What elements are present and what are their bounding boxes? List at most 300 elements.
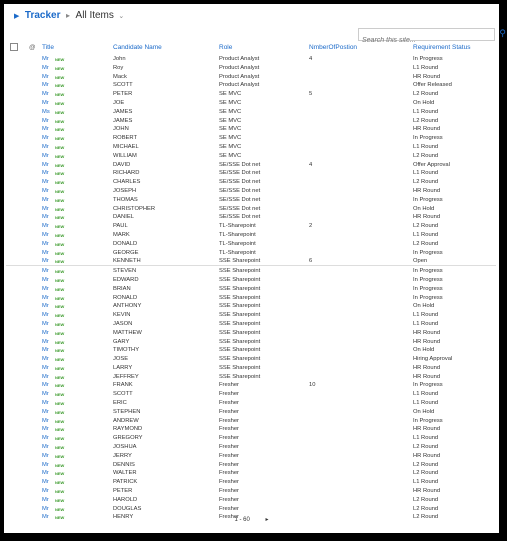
cell-candidate-name: GARY: [113, 338, 130, 345]
table-row: [6, 504, 496, 513]
cell-title[interactable]: Mr: [42, 461, 49, 468]
cell-role: TL-Sharepoint: [219, 240, 256, 247]
cell-title[interactable]: Mr: [42, 505, 49, 512]
cell-requirement-status: L2 Round: [413, 470, 439, 477]
cell-requirement-status: HR Round: [413, 187, 441, 194]
cell-requirement-status: HR Round: [413, 373, 441, 380]
table-row: [6, 151, 496, 160]
new-badge: NEW: [55, 392, 65, 398]
cell-candidate-name: SCOTT: [113, 82, 133, 89]
table-row: [6, 301, 496, 310]
table-header-row: [6, 42, 496, 54]
new-badge: NEW: [55, 232, 65, 238]
cell-candidate-name: DAVID: [113, 161, 131, 168]
cell-role: SSE Sharepoint: [219, 338, 261, 345]
cell-requirement-status: HR Round: [413, 488, 441, 495]
breadcrumb-site-link[interactable]: Tracker: [24, 10, 61, 21]
cell-requirement-status: L1 Round: [413, 391, 439, 398]
cell-title[interactable]: Mr: [42, 303, 49, 310]
cell-candidate-name: HAROLD: [113, 496, 138, 503]
cell-requirement-status: L2 Round: [413, 91, 439, 98]
cell-number-of-position: 4: [309, 56, 313, 62]
new-badge: NEW: [55, 427, 65, 433]
table-row: [6, 416, 496, 425]
cell-candidate-name: MARK: [113, 231, 130, 238]
cell-title[interactable]: Mr: [42, 426, 49, 433]
cell-role: Fresher: [219, 408, 239, 415]
cell-number-of-position: 4: [309, 161, 313, 168]
cell-requirement-status: HR Round: [413, 329, 441, 336]
cell-title[interactable]: Mr: [42, 268, 49, 275]
new-badge: NEW: [55, 330, 65, 336]
cell-requirement-status: L2 Round: [413, 444, 439, 451]
cell-title[interactable]: Ms: [42, 108, 50, 115]
cell-candidate-name: PAUL: [113, 223, 128, 230]
table-row: [6, 160, 496, 169]
table-row: [6, 293, 496, 302]
new-badge: NEW: [55, 277, 65, 283]
new-badge: NEW: [55, 409, 65, 415]
new-badge: NEW: [55, 418, 65, 424]
cell-role: Product Analyst: [219, 64, 260, 71]
cell-role: SE MVC: [219, 143, 242, 150]
new-badge: NEW: [55, 180, 65, 186]
cell-requirement-status: L1 Round: [413, 479, 439, 486]
cell-title[interactable]: Mr: [42, 179, 49, 186]
cell-candidate-name: TIMOTHY: [113, 347, 140, 354]
cell-title[interactable]: Mr: [42, 312, 49, 319]
table-row: [6, 372, 496, 381]
table-row: [6, 328, 496, 337]
table-row: [6, 477, 496, 486]
cell-title[interactable]: Mr: [42, 205, 49, 212]
cell-title[interactable]: Mr: [42, 276, 49, 283]
cell-title[interactable]: Mr: [42, 496, 49, 503]
cell-title[interactable]: Mr: [42, 444, 49, 451]
cell-requirement-status: HR Round: [413, 364, 441, 371]
cell-role: SSE Sharepoint: [219, 258, 261, 265]
cell-candidate-name: THOMAS: [113, 196, 138, 203]
cell-requirement-status: Offer Approval: [413, 161, 450, 168]
new-badge: NEW: [55, 436, 65, 442]
cell-title[interactable]: Mr: [42, 187, 49, 194]
cell-title[interactable]: Mr: [42, 382, 49, 389]
cell-requirement-status: L2 Round: [413, 461, 439, 468]
view-selector[interactable]: All Items: [75, 10, 114, 21]
cell-requirement-status: L1 Round: [413, 320, 439, 327]
new-badge: NEW: [55, 453, 65, 459]
cell-title[interactable]: Mr: [42, 126, 49, 133]
cell-role: SE MVC: [219, 126, 242, 133]
cell-requirement-status: HR Round: [413, 73, 441, 80]
table-row: [6, 98, 496, 107]
nav-arrow-icon: ▶: [14, 13, 20, 20]
new-badge: NEW: [55, 471, 65, 477]
cell-requirement-status: In Progress: [413, 382, 443, 389]
cell-title[interactable]: Mr: [42, 170, 49, 177]
cell-candidate-name: KEVIN: [113, 312, 131, 319]
new-badge: NEW: [55, 250, 65, 256]
cell-candidate-name: KENNETH: [113, 258, 141, 265]
cell-title[interactable]: Mr: [42, 400, 49, 407]
cell-requirement-status: L1 Round: [413, 400, 439, 407]
cell-requirement-status: L2 Round: [413, 223, 439, 230]
new-badge: NEW: [55, 383, 65, 389]
cell-number-of-position: 5: [309, 91, 313, 98]
cell-title[interactable]: Mr: [42, 364, 49, 371]
table-row: [6, 54, 496, 63]
cell-title[interactable]: Mr: [42, 435, 49, 442]
cell-requirement-status: HR Round: [413, 214, 441, 221]
select-all-checkbox[interactable]: [10, 43, 18, 51]
new-badge: NEW: [55, 100, 65, 106]
cell-candidate-name: SCOTT: [113, 391, 133, 398]
cell-role: SSE Sharepoint: [219, 303, 261, 310]
cell-role: Fresher: [219, 444, 239, 451]
table-row: [6, 212, 496, 221]
cell-candidate-name: JOSHUA: [113, 444, 137, 451]
new-badge: NEW: [55, 269, 65, 275]
cell-title[interactable]: Mr: [42, 99, 49, 106]
cell-candidate-name: JEFFREY: [113, 373, 139, 380]
cell-title[interactable]: Mr: [42, 391, 49, 398]
cell-requirement-status: In Progress: [413, 249, 443, 256]
cell-title[interactable]: Mr: [42, 470, 49, 477]
cell-title[interactable]: Mr: [42, 117, 49, 124]
cell-requirement-status: HR Round: [413, 126, 441, 133]
cell-candidate-name: FRANK: [113, 382, 133, 389]
cell-title[interactable]: Mr: [42, 196, 49, 203]
cell-role: Fresher: [219, 470, 239, 477]
cell-requirement-status: L1 Round: [413, 435, 439, 442]
cell-role: Fresher: [219, 514, 239, 521]
cell-role: Fresher: [219, 391, 239, 398]
cell-requirement-status: In Progress: [413, 56, 443, 62]
cell-candidate-name: JAMES: [113, 108, 133, 115]
header-requirement-status[interactable]: Requirement Status: [413, 44, 471, 51]
table-row: [6, 256, 496, 266]
new-badge: NEW: [55, 127, 65, 133]
cell-candidate-name: PETER: [113, 488, 133, 495]
cell-requirement-status: In Progress: [413, 285, 443, 292]
cell-role: Fresher: [219, 400, 239, 407]
new-badge: NEW: [55, 188, 65, 194]
table-row: [6, 142, 496, 151]
table-row: [6, 230, 496, 239]
table-row: [6, 248, 496, 257]
cell-role: SSE Sharepoint: [219, 312, 261, 319]
cell-title[interactable]: Mr: [42, 452, 49, 459]
cell-role: SE MVC: [219, 99, 242, 106]
cell-requirement-status: In Progress: [413, 268, 443, 275]
header-title[interactable]: Title: [42, 44, 55, 51]
cell-role: SE MVC: [219, 135, 242, 142]
cell-title[interactable]: Mr: [42, 320, 49, 327]
cell-candidate-name: DOUGLAS: [113, 505, 142, 512]
new-badge: NEW: [55, 480, 65, 486]
cell-role: SE MVC: [219, 108, 242, 115]
cell-candidate-name: DONALD: [113, 240, 138, 247]
cell-title[interactable]: Mr: [42, 417, 49, 424]
new-badge: NEW: [55, 83, 65, 89]
cell-requirement-status: On Hold: [413, 408, 435, 415]
cell-requirement-status: HR Round: [413, 426, 441, 433]
cell-role: SSE Sharepoint: [219, 268, 261, 275]
table-row: [6, 124, 496, 133]
cell-role: SSE Sharepoint: [219, 329, 261, 336]
table-row: [6, 221, 496, 230]
table-row: [6, 363, 496, 372]
cell-title[interactable]: Mr: [42, 488, 49, 495]
cell-role: SE MVC: [219, 91, 242, 98]
cell-role: SE/SSE Dot net: [219, 205, 261, 212]
new-badge: NEW: [55, 445, 65, 451]
cell-role: Product Analyst: [219, 56, 260, 62]
table-row: [6, 442, 496, 451]
new-badge: NEW: [55, 357, 65, 363]
cell-title[interactable]: Mr: [42, 214, 49, 221]
table-row: [6, 310, 496, 319]
cell-candidate-name: MATTHEW: [113, 329, 142, 336]
cell-candidate-name: RAYMOND: [113, 426, 143, 433]
cell-title[interactable]: Mr: [42, 143, 49, 150]
table-row: [6, 80, 496, 89]
cell-number-of-position: 6: [309, 258, 313, 265]
cell-role: Product Analyst: [219, 82, 260, 89]
new-badge: NEW: [55, 65, 65, 71]
cell-title[interactable]: Mr: [42, 135, 49, 142]
cell-role: SSE Sharepoint: [219, 320, 261, 327]
table-row: [6, 239, 496, 248]
cell-title[interactable]: Mr: [42, 514, 49, 521]
table-row: [6, 266, 496, 275]
search-icon[interactable]: ⚲: [499, 28, 506, 38]
cell-title[interactable]: Mr: [42, 56, 49, 62]
new-badge: NEW: [55, 215, 65, 221]
cell-role: SE MVC: [219, 117, 242, 124]
new-badge: NEW: [55, 506, 65, 512]
cell-role: TL-Sharepoint: [219, 231, 256, 238]
table-row: [6, 433, 496, 442]
table-row: [6, 460, 496, 469]
table-row: [6, 177, 496, 186]
cell-role: TL-Sharepoint: [219, 249, 256, 256]
cell-requirement-status: L2 Round: [413, 152, 439, 159]
cell-title[interactable]: Mr: [42, 408, 49, 415]
chevron-down-icon[interactable]: ⌄: [118, 13, 125, 20]
cell-role: Fresher: [219, 479, 239, 486]
new-badge: NEW: [55, 259, 65, 265]
cell-title[interactable]: Mr: [42, 294, 49, 301]
header-number-of-position[interactable]: NmberOfPostion: [309, 44, 358, 51]
cell-candidate-name: PATRICK: [113, 479, 138, 486]
cell-role: SE MVC: [219, 152, 242, 159]
new-badge: NEW: [55, 489, 65, 495]
cell-requirement-status: On Hold: [413, 205, 435, 212]
cell-title[interactable]: Mr: [42, 73, 49, 80]
cell-candidate-name: RICHARD: [113, 170, 140, 177]
cell-requirement-status: L1 Round: [413, 108, 439, 115]
new-badge: NEW: [55, 286, 65, 292]
cell-title[interactable]: Mr: [42, 161, 49, 168]
table-row: [6, 89, 496, 98]
cell-requirement-status: Offer Released: [413, 82, 452, 89]
cell-candidate-name: CHRISTOPHER: [113, 205, 156, 212]
cell-candidate-name: LARRY: [113, 364, 133, 371]
cell-role: SSE Sharepoint: [219, 364, 261, 371]
new-badge: NEW: [55, 153, 65, 159]
cell-role: SE/SSE Dot net: [219, 196, 261, 203]
new-badge: NEW: [55, 515, 65, 521]
cell-requirement-status: Open: [413, 258, 428, 265]
table-row: [6, 407, 496, 416]
new-badge: NEW: [55, 374, 65, 380]
cell-role: SE/SSE Dot net: [219, 187, 261, 194]
cell-requirement-status: L2 Round: [413, 514, 439, 521]
new-badge: NEW: [55, 241, 65, 247]
cell-title[interactable]: Mr: [42, 356, 49, 363]
cell-candidate-name: JOSEPH: [113, 187, 137, 194]
table-row: [6, 319, 496, 328]
cell-candidate-name: GEORGE: [113, 249, 139, 256]
cell-title[interactable]: Mr: [42, 329, 49, 336]
cell-role: SSE Sharepoint: [219, 276, 261, 283]
cell-title[interactable]: Mr: [42, 240, 49, 247]
cell-title[interactable]: Mr: [42, 258, 49, 265]
cell-title[interactable]: Mr: [42, 347, 49, 354]
cell-title[interactable]: Mr: [42, 64, 49, 71]
cell-candidate-name: JAMES: [113, 117, 133, 124]
cell-title[interactable]: Mr: [42, 338, 49, 345]
table-row: [6, 284, 496, 293]
cell-requirement-status: L2 Round: [413, 505, 439, 512]
breadcrumb: [14, 10, 124, 21]
table-row: [6, 133, 496, 142]
table-row: [6, 495, 496, 504]
cell-candidate-name: MICHAEL: [113, 143, 139, 150]
cell-requirement-status: On Hold: [413, 303, 435, 310]
cell-candidate-name: WILLIAM: [113, 152, 137, 159]
cell-requirement-status: L1 Round: [413, 64, 439, 71]
pager: [4, 516, 499, 523]
cell-requirement-status: L1 Round: [413, 170, 439, 177]
next-page-button[interactable]: ▸: [265, 517, 269, 523]
table-row: [6, 345, 496, 354]
cell-title[interactable]: Mr: [42, 152, 49, 159]
new-badge: NEW: [55, 74, 65, 80]
cell-candidate-name: John: [113, 56, 126, 62]
cell-candidate-name: STEPHEN: [113, 408, 141, 415]
new-badge: NEW: [55, 313, 65, 319]
cell-role: Fresher: [219, 505, 239, 512]
new-badge: NEW: [55, 109, 65, 115]
new-badge: NEW: [55, 162, 65, 168]
cell-candidate-name: JOE: [113, 99, 125, 106]
cell-role: Fresher: [219, 496, 239, 503]
cell-title[interactable]: Mr: [42, 231, 49, 238]
cell-role: SE/SSE Dot net: [219, 179, 261, 186]
new-badge: NEW: [55, 224, 65, 230]
cell-requirement-status: Hiring Approval: [413, 356, 453, 363]
new-badge: NEW: [55, 321, 65, 327]
table-row: [6, 486, 496, 495]
table-row: [6, 424, 496, 433]
cell-title[interactable]: Mr: [42, 223, 49, 230]
cell-title[interactable]: Mr: [42, 82, 49, 89]
breadcrumb-separator: ▸: [66, 11, 71, 20]
table-row: [6, 389, 496, 398]
new-badge: NEW: [55, 171, 65, 177]
items-table: [6, 42, 496, 521]
cell-role: SSE Sharepoint: [219, 356, 261, 363]
cell-role: SSE Sharepoint: [219, 347, 261, 354]
new-badge: NEW: [55, 365, 65, 371]
cell-role: Fresher: [219, 488, 239, 495]
new-badge: NEW: [55, 206, 65, 212]
cell-candidate-name: JERRY: [113, 452, 132, 459]
table-row: [6, 275, 496, 284]
table-row: [6, 116, 496, 125]
search-box: [358, 28, 506, 41]
cell-number-of-position: 10: [309, 382, 316, 389]
cell-role: SSE Sharepoint: [219, 294, 261, 301]
cell-requirement-status: HR Round: [413, 338, 441, 345]
table-row: [6, 354, 496, 363]
cell-title[interactable]: Mr: [42, 373, 49, 380]
pager-range: 1 - 60: [234, 517, 250, 523]
cell-role: Product Analyst: [219, 73, 260, 80]
cell-requirement-status: In Progress: [413, 196, 443, 203]
table-row: [6, 204, 496, 213]
cell-candidate-name: HENRY: [113, 514, 134, 521]
cell-requirement-status: HR Round: [413, 452, 441, 459]
new-badge: NEW: [55, 92, 65, 98]
header-role[interactable]: Role: [219, 44, 233, 51]
cell-role: SE/SSE Dot net: [219, 161, 261, 168]
cell-requirement-status: L2 Round: [413, 179, 439, 186]
cell-candidate-name: JOSE: [113, 356, 129, 363]
cell-role: SE/SSE Dot net: [219, 214, 261, 221]
new-badge: NEW: [55, 118, 65, 124]
cell-title[interactable]: Mr: [42, 91, 49, 98]
cell-candidate-name: CHARLES: [113, 179, 141, 186]
table-row: [6, 107, 496, 116]
cell-title[interactable]: Mr: [42, 249, 49, 256]
cell-candidate-name: GREGORY: [113, 435, 143, 442]
cell-number-of-position: 2: [309, 223, 313, 230]
cell-requirement-status: L1 Round: [413, 231, 439, 238]
cell-role: Fresher: [219, 426, 239, 433]
new-badge: NEW: [55, 144, 65, 150]
new-badge: NEW: [55, 304, 65, 310]
cell-requirement-status: L1 Round: [413, 312, 439, 319]
cell-requirement-status: L2 Round: [413, 240, 439, 247]
new-badge: NEW: [55, 295, 65, 301]
cell-title[interactable]: Mr: [42, 285, 49, 292]
cell-role: Fresher: [219, 461, 239, 468]
cell-candidate-name: EDWARD: [113, 276, 139, 283]
table-row: [6, 72, 496, 81]
cell-role: SSE Sharepoint: [219, 373, 261, 380]
table-row: [6, 451, 496, 460]
table-row: [6, 337, 496, 346]
new-badge: NEW: [55, 348, 65, 354]
cell-candidate-name: STEVEN: [113, 268, 137, 275]
cell-title[interactable]: Mr: [42, 479, 49, 486]
table-row: [6, 63, 496, 72]
cell-candidate-name: DENNIS: [113, 461, 135, 468]
header-candidate-name[interactable]: Candidate Name: [113, 44, 162, 51]
